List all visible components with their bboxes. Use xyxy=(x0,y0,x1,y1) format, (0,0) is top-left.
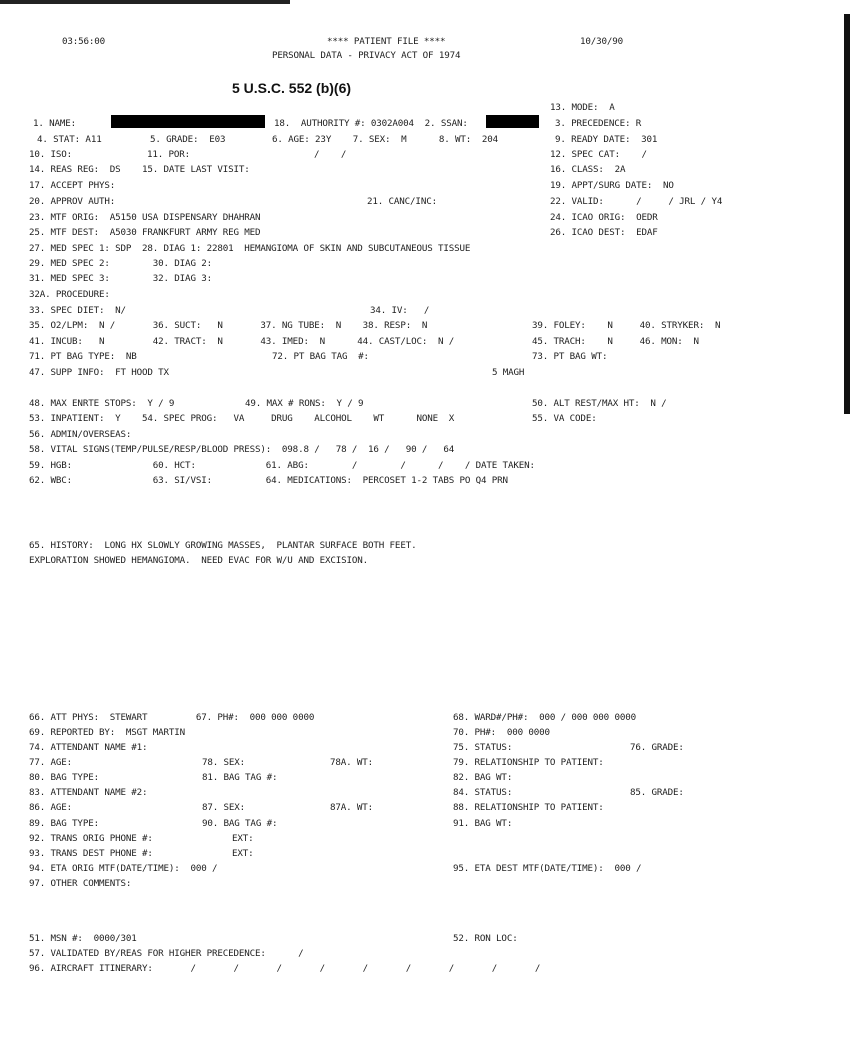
field-39-40: 39. FOLEY: N 40. STRYKER: N xyxy=(532,320,721,331)
field-33-spec-diet: 33. SPEC DIET: N/ xyxy=(29,305,126,316)
field-9-ready-date: 9. READY DATE: 301 xyxy=(555,134,658,145)
field-76-grade: 76. GRADE: xyxy=(630,742,684,753)
field-57-validated-by: 57. VALIDATED BY/REAS FOR HIGHER PRECEDENCE: / xyxy=(29,948,304,959)
field-95-eta-dest: 95. ETA DEST MTF(DATE/TIME): 000 / xyxy=(453,863,642,874)
field-14-15: 14. REAS REG: DS 15. DATE LAST VISIT: xyxy=(29,164,250,175)
print-time: 03:56:00 xyxy=(62,36,106,47)
field-48-max-enrte-stops: 48. MAX ENRTE STOPS: Y / 9 xyxy=(29,398,175,409)
field-93-ext: EXT: xyxy=(232,848,254,859)
field-70-ph: 70. PH#: 000 0000 xyxy=(453,727,550,738)
field-31-32-diag-3: 31. MED SPEC 3: 32. DIAG 3: xyxy=(29,273,212,284)
field-87a-wt: 87A. WT: xyxy=(330,802,374,813)
field-20-approv-auth: 20. APPROV AUTH: xyxy=(29,196,116,207)
field-56-admin-overseas: 56. ADMIN/OVERSEAS: xyxy=(29,429,132,440)
field-18-authority: 18. AUTHORITY #: 0302A004 2. SSAN: xyxy=(274,118,468,129)
field-5-grade: 5. GRADE: E03 xyxy=(150,134,226,145)
field-78-sex: 78. SEX: xyxy=(202,757,246,768)
field-11-por-value: / / xyxy=(314,149,347,160)
document-title: **** PATIENT FILE **** xyxy=(327,36,446,47)
field-66-67: 66. ATT PHYS: STEWART 67. PH#: 000 000 0000 xyxy=(29,712,315,723)
field-92-trans-orig-phone: 92. TRANS ORIG PHONE #: xyxy=(29,833,153,844)
field-75-status: 75. STATUS: xyxy=(453,742,513,753)
field-82-bag-wt: 82. BAG WT: xyxy=(453,772,513,783)
field-69-reported-by: 69. REPORTED BY: MSGT MARTIN xyxy=(29,727,186,738)
field-50-alt-rest: 50. ALT REST/MAX HT: N / xyxy=(532,398,667,409)
scan-artifact-right xyxy=(844,14,850,414)
field-27-28-diag-1: 27. MED SPEC 1: SDP 28. DIAG 1: 22801 HEMANGIOMA OF SKIN AND SUBCUTANEOUS TISSUE xyxy=(29,243,471,254)
field-89-bag-type: 89. BAG TYPE: xyxy=(29,818,99,829)
field-55-va-code: 55. VA CODE: xyxy=(532,413,597,424)
field-10-iso: 10. ISO: xyxy=(29,149,73,160)
field-83-attendant-2: 83. ATTENDANT NAME #2: xyxy=(29,787,148,798)
field-29-30-diag-2: 29. MED SPEC 2: 30. DIAG 2: xyxy=(29,258,212,269)
field-78a-wt: 78A. WT: xyxy=(330,757,374,768)
field-11-por: 11. POR: xyxy=(147,149,191,160)
field-24-icao-orig: 24. ICAO ORIG: OEDR xyxy=(550,212,658,223)
field-87-sex: 87. SEX: xyxy=(202,802,246,813)
field-34-iv: 34. IV: / xyxy=(370,305,430,316)
field-13-mode: 13. MODE: A xyxy=(550,102,615,113)
field-65-history: 65. HISTORY: LONG HX SLOWLY GROWING MASSES, PLANTAR SURFACE BOTH FEET. xyxy=(29,540,417,551)
redaction-name xyxy=(111,115,265,128)
field-6-8-age-sex-wt: 6. AGE: 23Y 7. SEX: M 8. WT: 204 xyxy=(272,134,499,145)
field-96-aircraft-itinerary: 96. AIRCRAFT ITINERARY: / / / / / / / / / xyxy=(29,963,541,974)
print-date: 10/30/90 xyxy=(580,36,624,47)
field-77-age: 77. AGE: xyxy=(29,757,73,768)
field-84-status: 84. STATUS: xyxy=(453,787,513,798)
field-65-history-cont: EXPLORATION SHOWED HEMANGIOMA. NEED EVAC FOR W/U AND EXCISION. xyxy=(29,555,369,566)
field-41-44: 41. INCUB: N 42. TRACT: N 43. IMED: N 44. CAST/LOC: N / xyxy=(29,336,455,347)
field-4-stat: 4. STAT: A11 xyxy=(37,134,102,145)
field-47-supp-info: 47. SUPP INFO: FT HOOD TX xyxy=(29,367,169,378)
field-45-46: 45. TRACH: N 46. MON: N xyxy=(532,336,699,347)
field-80-bag-type: 80. BAG TYPE: xyxy=(29,772,99,783)
field-91-bag-wt: 91. BAG WT: xyxy=(453,818,513,829)
field-79-relationship: 79. RELATIONSHIP TO PATIENT: xyxy=(453,757,604,768)
field-32a-procedure: 32A. PROCEDURE: xyxy=(29,289,110,300)
field-21-canc-inc: 21. CANC/INC: xyxy=(367,196,437,207)
field-72-pt-bag-tag: 72. PT BAG TAG #: xyxy=(272,351,369,362)
field-25-mtf-dest: 25. MTF DEST: A5030 FRANKFURT ARMY REG MED xyxy=(29,227,261,238)
field-49-max-rons: 49. MAX # RONS: Y / 9 xyxy=(245,398,364,409)
field-62-64: 62. WBC: 63. SI/VSI: 64. MEDICATIONS: PERCOSET 1-2 TABS PO Q4 PRN xyxy=(29,475,508,486)
redaction-ssan xyxy=(486,115,539,128)
field-58-vital-signs: 58. VITAL SIGNS(TEMP/PULSE/RESP/BLOOD PRESS): 098.8 / 78 / 16 / 90 / 64 xyxy=(29,444,455,455)
field-47-supp-info-code: 5 MAGH xyxy=(492,367,525,378)
field-93-trans-dest-phone: 93. TRANS DEST PHONE #: xyxy=(29,848,153,859)
field-59-61: 59. HGB: 60. HCT: 61. ABG: / / / / DATE TAKEN: xyxy=(29,460,535,471)
field-19-appt-surg-date: 19. APPT/SURG DATE: NO xyxy=(550,180,674,191)
field-97-other-comments: 97. OTHER COMMENTS: xyxy=(29,878,132,889)
field-3-precedence: 3. PRECEDENCE: R xyxy=(555,118,642,129)
exemption-heading: 5 U.S.C. 552 (b)(6) xyxy=(232,80,352,96)
field-12-spec-cat: 12. SPEC CAT: / xyxy=(550,149,647,160)
field-68-ward-ph: 68. WARD#/PH#: 000 / 000 000 0000 xyxy=(453,712,636,723)
field-22-valid: 22. VALID: / / JRL / Y4 xyxy=(550,196,723,207)
field-74-attendant-1: 74. ATTENDANT NAME #1: xyxy=(29,742,148,753)
field-90-bag-tag: 90. BAG TAG #: xyxy=(202,818,278,829)
field-71-pt-bag-type: 71. PT BAG TYPE: NB xyxy=(29,351,137,362)
field-73-pt-bag-wt: 73. PT BAG WT: xyxy=(532,351,608,362)
field-86-age: 86. AGE: xyxy=(29,802,73,813)
field-35-38: 35. O2/LPM: N / 36. SUCT: N 37. NG TUBE: N 38. RESP: N xyxy=(29,320,428,331)
field-94-eta-orig: 94. ETA ORIG MTF(DATE/TIME): 000 / xyxy=(29,863,218,874)
field-53-54: 53. INPATIENT: Y 54. SPEC PROG: VA DRUG ALCOHOL WT NONE X xyxy=(29,413,455,424)
field-17-accept-phys: 17. ACCEPT PHYS: xyxy=(29,180,116,191)
privacy-act-notice: PERSONAL DATA - PRIVACY ACT OF 1974 xyxy=(272,50,461,61)
field-23-mtf-orig: 23. MTF ORIG: A5150 USA DISPENSARY DHAHRAN xyxy=(29,212,261,223)
field-81-bag-tag: 81. BAG TAG #: xyxy=(202,772,278,783)
field-26-icao-dest: 26. ICAO DEST: EDAF xyxy=(550,227,658,238)
field-52-ron-loc: 52. RON LOC: xyxy=(453,933,518,944)
scan-artifact-top xyxy=(0,0,290,4)
field-1-name: 1. NAME: xyxy=(33,118,77,129)
field-51-msn: 51. MSN #: 0000/301 xyxy=(29,933,137,944)
field-92-ext: EXT: xyxy=(232,833,254,844)
field-16-class: 16. CLASS: 2A xyxy=(550,164,626,175)
field-88-relationship: 88. RELATIONSHIP TO PATIENT: xyxy=(453,802,604,813)
field-85-grade: 85. GRADE: xyxy=(630,787,684,798)
